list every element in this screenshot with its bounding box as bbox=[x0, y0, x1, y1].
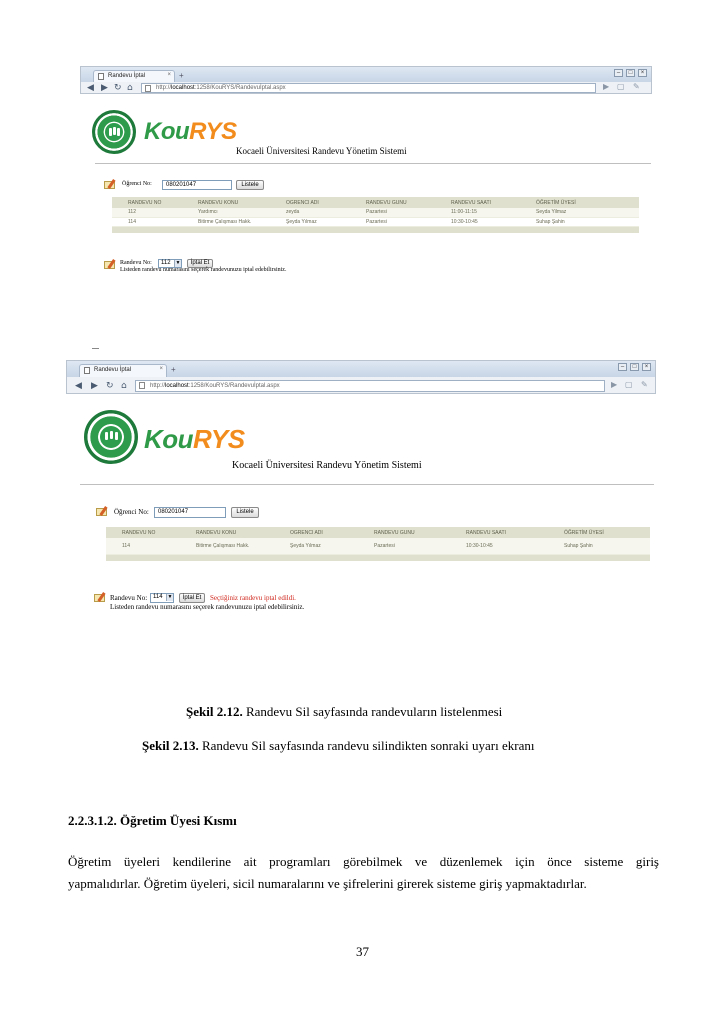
table-cell: 114 bbox=[106, 538, 180, 554]
reload-icon[interactable]: ↻ bbox=[114, 83, 122, 93]
chevron-down-icon: ▼ bbox=[175, 260, 181, 266]
close-window-icon[interactable]: × bbox=[638, 69, 647, 77]
page-menu-icon[interactable]: ▢ bbox=[625, 380, 633, 389]
paragraph-line: yapmalıdırlar. Öğretim üyeleri, sicil numaralarını ve şifrelerini girerek sisteme giriş yapmaktadırlar. bbox=[68, 876, 587, 891]
seal-figures bbox=[100, 426, 122, 448]
seal-figures bbox=[105, 123, 123, 141]
forward-icon[interactable]: ▶ bbox=[101, 83, 108, 93]
table-row bbox=[106, 538, 650, 554]
tab-title: Randevu İptal bbox=[94, 367, 132, 373]
list-button[interactable]: Listele bbox=[231, 507, 259, 518]
table-cell: Pazartesi bbox=[350, 208, 435, 217]
column-header: RANDEVU NO bbox=[106, 527, 180, 538]
column-header: OGRENCI ADI bbox=[270, 197, 350, 208]
header-divider bbox=[95, 163, 651, 164]
reload-icon[interactable]: ↻ bbox=[106, 381, 114, 391]
student-number-input[interactable]: 080201047 bbox=[162, 180, 232, 190]
table-cell: Pazartesi bbox=[350, 217, 435, 226]
browser-tab[interactable] bbox=[93, 70, 175, 82]
address-bar[interactable] bbox=[135, 380, 605, 392]
header-divider bbox=[80, 484, 654, 485]
column-header: RANDEVU SAATI bbox=[435, 197, 520, 208]
table-cell: Bitirme Çalışması Hakk. bbox=[182, 217, 270, 226]
home-icon[interactable]: ⌂ bbox=[127, 83, 133, 93]
appointment-label: Randevu No: bbox=[120, 260, 152, 266]
url-path: :1258/KouRYS/Randevuİptal.aspx bbox=[194, 85, 286, 91]
caption-label: Şekil 2.12. bbox=[186, 704, 243, 719]
tab-title: Randevu İptal bbox=[108, 73, 146, 79]
minimize-icon[interactable]: – bbox=[614, 69, 623, 77]
table-cell: 10:30-10:45 bbox=[450, 538, 548, 554]
maximize-icon[interactable]: □ bbox=[626, 69, 635, 77]
appointments-table bbox=[106, 527, 650, 561]
window-controls bbox=[614, 69, 647, 77]
close-window-icon[interactable]: × bbox=[642, 363, 651, 371]
column-header: RANDEVU KONU bbox=[180, 527, 274, 538]
table-cell: Pazartesi bbox=[358, 538, 450, 554]
column-header: OGRENCI ADI bbox=[274, 527, 358, 538]
help-text: Listeden randevu numarasını seçerek randevunuzu iptal edebilirsiniz. bbox=[110, 603, 305, 611]
table-cell: 114 bbox=[112, 217, 182, 226]
table-cell: Şeyda Yılmaz bbox=[274, 538, 358, 554]
column-header: RANDEVU SAATI bbox=[450, 527, 548, 538]
screenshot-1-browser-window bbox=[80, 66, 652, 94]
kourys-brand: KouRYS bbox=[144, 424, 245, 454]
figure-caption-2-13 bbox=[142, 738, 534, 754]
list-button[interactable]: Listele bbox=[236, 180, 264, 190]
table-cell: Bitirme Çalışması Hakk. bbox=[180, 538, 274, 554]
close-icon[interactable]: × bbox=[167, 72, 171, 78]
caption-label: Şekil 2.13. bbox=[142, 738, 199, 753]
table-header-row bbox=[106, 527, 650, 538]
system-name: Kocaeli Üniversitesi Randevu Yönetim Sistemi bbox=[236, 146, 407, 156]
caption-text: Randevu Sil sayfasında randevuların listelenmesi bbox=[242, 704, 503, 719]
new-tab-icon[interactable]: + bbox=[171, 365, 176, 374]
section-heading: 2.2.3.1.2. Öğretim Üyesi Kısmı bbox=[68, 813, 237, 828]
figure-caption-2-12 bbox=[186, 704, 502, 720]
cancel-appointment-button[interactable]: İptal Et bbox=[187, 259, 213, 268]
browser-tab[interactable] bbox=[79, 364, 167, 377]
student-number-input[interactable]: 080201047 bbox=[154, 507, 226, 518]
kourys-logo bbox=[84, 410, 245, 470]
page-menu-icon[interactable]: ▢ bbox=[617, 82, 625, 91]
table-cell: Yardımcı bbox=[182, 208, 270, 217]
wrench-icon[interactable]: ✎ bbox=[641, 380, 648, 389]
column-header: RANDEVU GUNU bbox=[358, 527, 450, 538]
url-host: localhost bbox=[165, 383, 189, 389]
edit-icon bbox=[96, 506, 110, 516]
back-icon[interactable]: ◀ bbox=[87, 83, 94, 93]
column-header: RANDEVU GUNU bbox=[350, 197, 435, 208]
wrench-icon[interactable]: ✎ bbox=[633, 82, 640, 91]
student-label: Öğrenci No: bbox=[114, 508, 149, 516]
paragraph-line: Öğretim üyeleri kendilerine ait programları görebilmek ve düzenlemek için önce sisteme giriş bbox=[68, 854, 659, 869]
edit-icon bbox=[104, 179, 118, 189]
table-cell: zeyda bbox=[270, 208, 350, 217]
kourys-logo bbox=[92, 110, 237, 156]
browser-navbar bbox=[81, 82, 651, 94]
appointment-label: Randevu No: bbox=[110, 594, 148, 602]
chevron-down-icon: ▼ bbox=[167, 594, 173, 600]
selected-value: 114 bbox=[153, 594, 163, 600]
table-cell: 11:00-11:15 bbox=[435, 208, 520, 217]
url-prefix: http:// bbox=[150, 383, 166, 389]
home-icon[interactable]: ⌂ bbox=[121, 381, 127, 391]
table-footer bbox=[112, 226, 639, 233]
browser-titlebar bbox=[81, 67, 651, 82]
table-row bbox=[112, 208, 639, 217]
cancel-appointment-button[interactable]: İptal Et bbox=[179, 593, 205, 603]
page-icon bbox=[84, 367, 90, 374]
edit-icon bbox=[104, 259, 118, 269]
divider-mark bbox=[92, 348, 99, 349]
url-path: :1258/KouRYS/Randevuİptal.aspx bbox=[188, 383, 280, 389]
appointments-table bbox=[112, 197, 639, 233]
table-cell: 10:30-10:45 bbox=[435, 217, 520, 226]
table-cell: Suhap Şahin bbox=[520, 217, 639, 226]
go-icon[interactable]: ▶ bbox=[611, 380, 618, 389]
kourys-brand: KouRYS bbox=[144, 118, 237, 145]
table-header-row bbox=[112, 197, 639, 208]
table-cell: Seyda Yilmaz bbox=[520, 208, 639, 217]
body-paragraph bbox=[68, 851, 659, 895]
go-icon[interactable]: ▶ bbox=[603, 82, 610, 91]
address-bar[interactable] bbox=[141, 83, 596, 93]
caption-text: Randevu Sil sayfasında randevu silindikten sonraki uyarı ekranı bbox=[198, 738, 535, 753]
edit-icon bbox=[94, 592, 108, 602]
back-icon[interactable]: ◀ bbox=[75, 381, 82, 391]
appointment-number-select[interactable] bbox=[150, 593, 174, 603]
table-cell: Şeyda Yılmaz bbox=[270, 217, 350, 226]
table-footer bbox=[106, 554, 650, 561]
column-header: ÖĞRETİM ÜYESİ bbox=[520, 197, 639, 208]
page-icon bbox=[145, 85, 151, 92]
help-text: Listeden randevu numarasını seçerek randevunuzu iptal edebilirsiniz. bbox=[120, 267, 287, 273]
selected-value: 112 bbox=[161, 260, 171, 266]
maximize-icon[interactable]: □ bbox=[630, 363, 639, 371]
table-cell: 112 bbox=[112, 208, 182, 217]
page-icon bbox=[139, 382, 145, 389]
student-label: Öğrenci No: bbox=[122, 181, 152, 187]
new-tab-icon[interactable]: + bbox=[179, 71, 184, 80]
forward-icon[interactable]: ▶ bbox=[91, 381, 98, 391]
url-host: localhost bbox=[171, 85, 195, 91]
page-number: 37 bbox=[356, 944, 369, 959]
page-icon bbox=[98, 73, 104, 80]
column-header: ÖĞRETİM ÜYESİ bbox=[548, 527, 650, 538]
minimize-icon[interactable]: – bbox=[618, 363, 627, 371]
url-prefix: http:// bbox=[156, 85, 172, 91]
close-icon[interactable]: × bbox=[159, 366, 163, 372]
browser-navbar bbox=[67, 377, 655, 394]
column-header: RANDEVU NO bbox=[112, 197, 182, 208]
screenshot-2-browser-window bbox=[66, 360, 656, 394]
column-header: RANDEVU KONU bbox=[182, 197, 270, 208]
cancel-success-message: Seçtiğiniz randevu iptal edildi. bbox=[210, 594, 296, 602]
browser-titlebar bbox=[67, 361, 655, 377]
system-name: Kocaeli Üniversitesi Randevu Yönetim Sistemi bbox=[232, 460, 422, 471]
table-row bbox=[112, 217, 639, 226]
window-controls bbox=[618, 363, 651, 371]
table-cell: Suhap Şahin bbox=[548, 538, 650, 554]
